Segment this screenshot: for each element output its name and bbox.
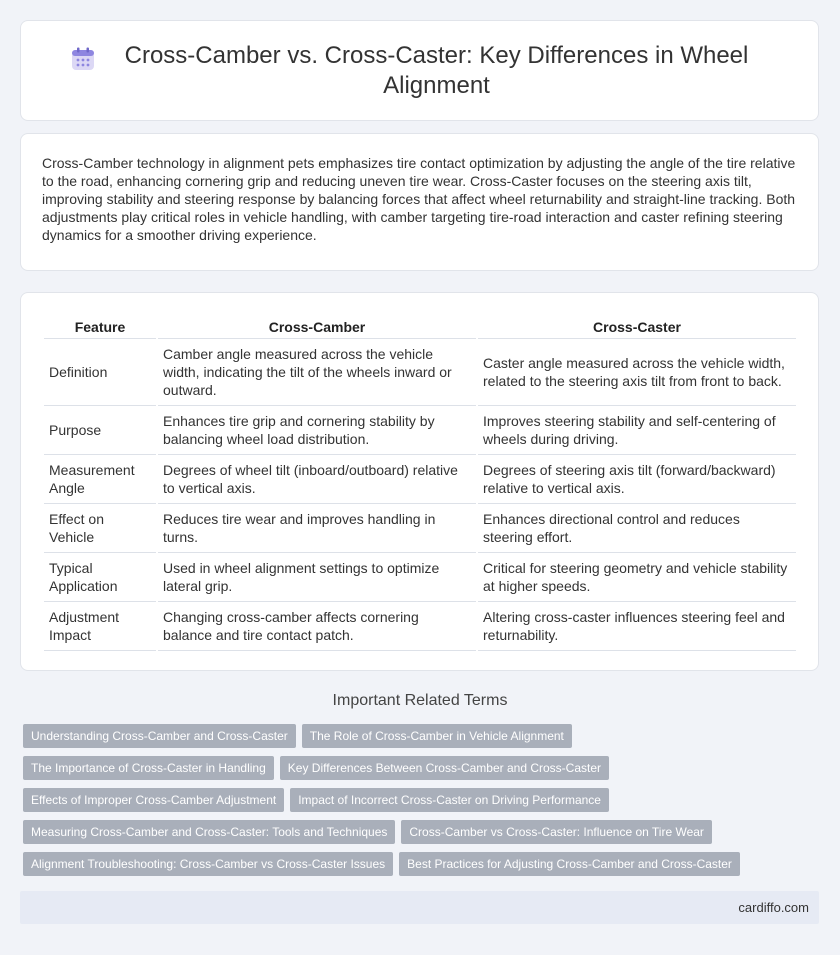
comparison-table-card	[20, 292, 819, 671]
header-cross-caster: Cross-Caster	[478, 313, 796, 339]
header-cross-camber: Cross-Camber	[158, 313, 476, 339]
intro-paragraph: Cross-Camber technology in alignment pets emphasizes tire contact optimization by adjusting the angle of the tire relative to the road, enhancing cornering grip and reducing uneven tire wear. Cross-Caster focuses on the steering axis tilt, improving stability and steering response by balancing forces that affect wheel returnability and straight-line tracking. Both adjustments play critical roles in vehicle handling, with camber targeting tire-road interaction and caster refining steering dynamics for a smoother driving experience.	[42, 155, 796, 243]
cross-camber-cell: Enhances tire grip and cornering stability by balancing wheel load distribution.	[158, 406, 476, 455]
related-term-tag[interactable]: Measuring Cross-Camber and Cross-Caster: Tools and Techniques	[23, 820, 395, 844]
cross-caster-cell: Altering cross-caster influences steering feel and returnability.	[478, 602, 796, 651]
table-row	[44, 455, 796, 504]
cross-camber-cell: Used in wheel alignment settings to optimize lateral grip.	[158, 553, 476, 602]
related-term-tag[interactable]: Effects of Improper Cross-Camber Adjustment	[23, 788, 284, 812]
related-term-tag[interactable]: Alignment Troubleshooting: Cross-Camber vs Cross-Caster Issues	[23, 852, 393, 876]
title-card	[20, 20, 819, 121]
feature-cell: Definition	[44, 339, 156, 406]
related-terms-list	[23, 724, 813, 884]
footer-site-link[interactable]: cardiffo.com	[738, 900, 809, 915]
header-feature: Feature	[44, 313, 156, 339]
table-row	[44, 553, 796, 602]
cross-camber-cell: Changing cross-camber affects cornering balance and tire contact patch.	[158, 602, 476, 651]
cross-camber-cell: Camber angle measured across the vehicle width, indicating the tilt of the wheels inward or outward.	[158, 339, 476, 406]
table-row	[44, 339, 796, 406]
related-terms-heading: Important Related Terms	[332, 692, 508, 709]
cross-caster-cell: Improves steering stability and self-centering of wheels during driving.	[478, 406, 796, 455]
related-term-tag[interactable]: Cross-Camber vs Cross-Caster: Influence on Tire Wear	[401, 820, 712, 844]
feature-cell: Purpose	[44, 406, 156, 455]
related-term-tag[interactable]: The Role of Cross-Camber in Vehicle Alignment	[302, 724, 572, 748]
table-row	[44, 504, 796, 553]
intro-card	[20, 133, 819, 271]
feature-cell: Measurement Angle	[44, 455, 156, 504]
cross-camber-cell: Reduces tire wear and improves handling in turns.	[158, 504, 476, 553]
feature-cell: Adjustment Impact	[44, 602, 156, 651]
related-term-tag[interactable]: Understanding Cross-Camber and Cross-Caster	[23, 724, 296, 748]
footer	[20, 891, 819, 924]
comparison-table	[42, 313, 798, 651]
calendar-icon	[70, 46, 96, 72]
page-title: Cross-Camber vs. Cross-Caster: Key Differences in Wheel Alignment	[124, 41, 749, 99]
cross-caster-cell: Caster angle measured across the vehicle width, related to the steering axis tilt from front to back.	[478, 339, 796, 406]
table-row	[44, 406, 796, 455]
table-row	[44, 602, 796, 651]
related-term-tag[interactable]: The Importance of Cross-Caster in Handling	[23, 756, 274, 780]
cross-caster-cell: Degrees of steering axis tilt (forward/backward) relative to vertical axis.	[478, 455, 796, 504]
related-term-tag[interactable]: Impact of Incorrect Cross-Caster on Driving Performance	[290, 788, 609, 812]
feature-cell: Effect on Vehicle	[44, 504, 156, 553]
feature-cell: Typical Application	[44, 553, 156, 602]
related-term-tag[interactable]: Best Practices for Adjusting Cross-Camber and Cross-Caster	[399, 852, 740, 876]
cross-caster-cell: Critical for steering geometry and vehicle stability at higher speeds.	[478, 553, 796, 602]
cross-camber-cell: Degrees of wheel tilt (inboard/outboard) relative to vertical axis.	[158, 455, 476, 504]
related-term-tag[interactable]: Key Differences Between Cross-Camber and Cross-Caster	[280, 756, 609, 780]
cross-caster-cell: Enhances directional control and reduces steering effort.	[478, 504, 796, 553]
table-header-row	[44, 313, 796, 339]
